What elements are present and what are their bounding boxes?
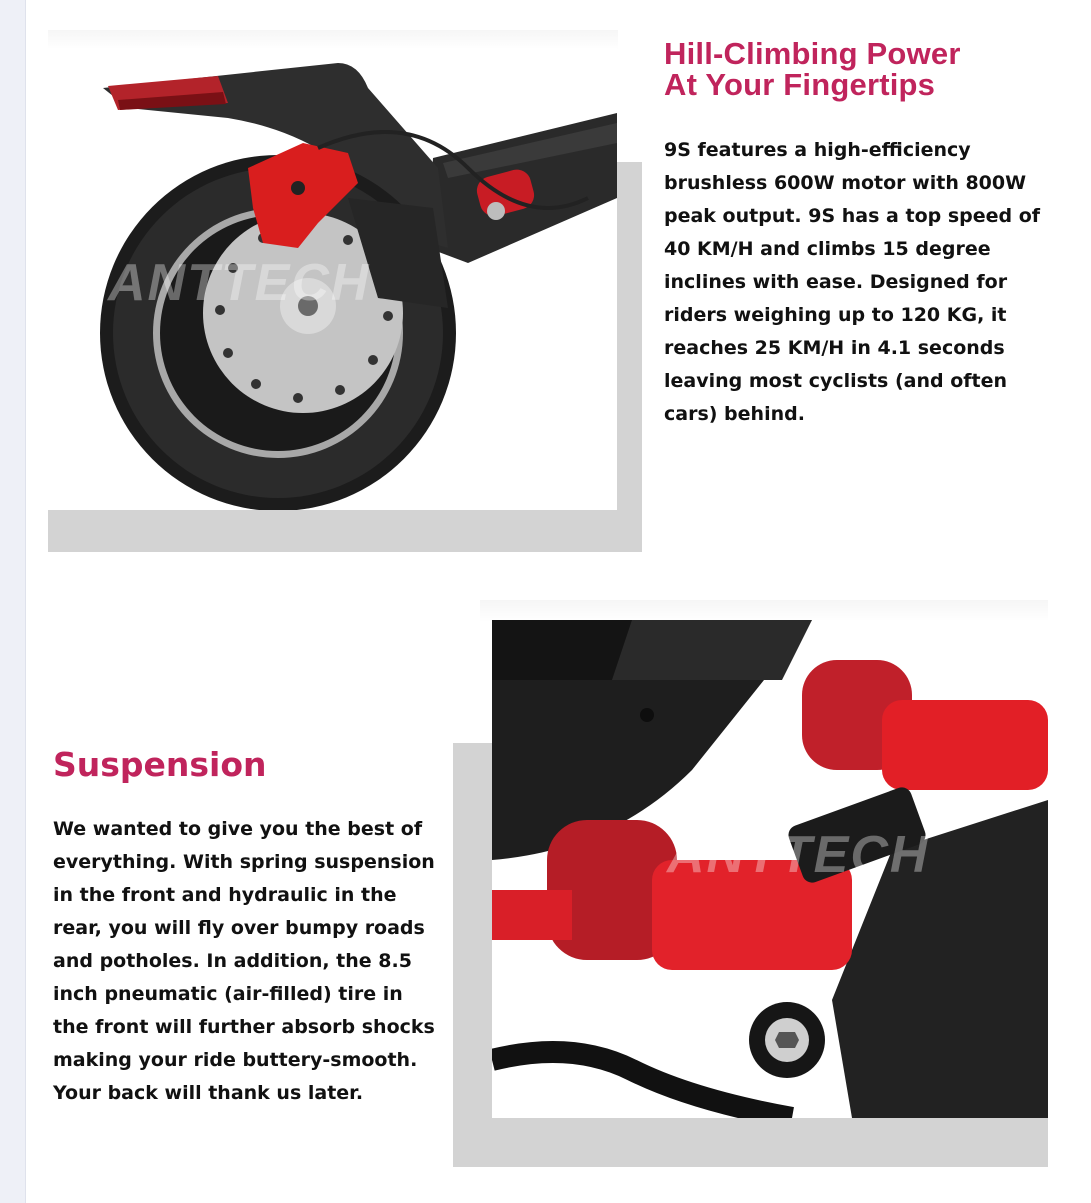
suspension-photo [492,620,1048,1118]
photo-watermark: ANTTECH [667,826,930,884]
suspension-description: We wanted to give you the best of everything. With spring suspension in the front and hydraulic in the rear, you will fly over bumpy roads and potholes. In addition, the 8.5 inch pneumatic (air-filled) tire in the front will further absorb shocks making your ride buttery-smooth. Your back will thank us later. [53,818,435,1104]
left-sidebar-strip [0,0,26,1203]
heading-line-2: At Your Fingertips [664,67,936,102]
suspension-heading: Suspension [53,745,267,784]
rear-wheel-photo [48,48,617,510]
heading-line-1: Hill-Climbing Power [664,36,961,71]
image-top-fade [48,30,618,50]
photo-watermark: ANTTECH [108,254,371,312]
hill-climbing-heading [664,38,961,100]
hill-climbing-description: 9S features a high-efficiency brushless 600W motor with 800W peak output. 9S has a top speed of 40 KM/H and climbs 15 degree inclines with ease. Designed for riders weighing up to 120 KG, it reaches 25 KM/H in 4.1 seconds leaving most cyclists (and often cars) behind. [664,139,1041,425]
image-top-fade [480,600,1048,622]
